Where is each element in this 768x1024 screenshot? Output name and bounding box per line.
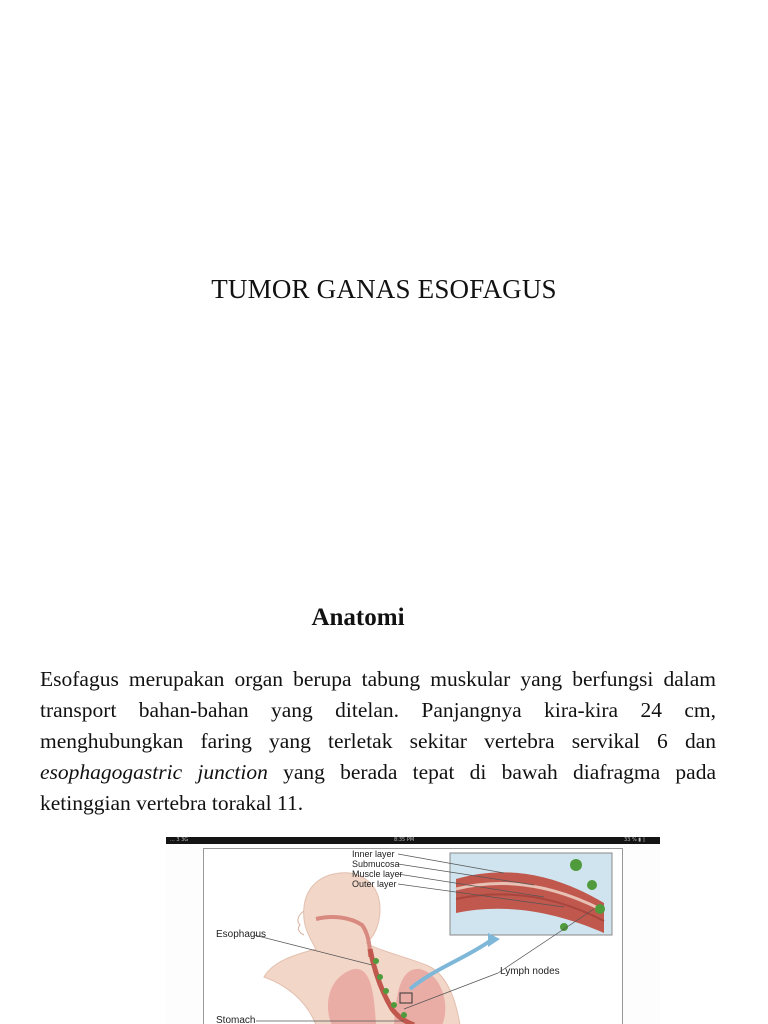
anatomy-drawing xyxy=(204,849,622,1024)
status-signal: ... 3 3G xyxy=(170,837,189,843)
paragraph-italic-term: esophagogastric junction xyxy=(40,760,268,784)
esophagus-illustration xyxy=(203,848,623,1024)
body-paragraph xyxy=(40,664,716,819)
label-stomach: Stomach xyxy=(216,1015,256,1024)
document-title: TUMOR GANAS ESOFAGUS xyxy=(211,274,557,304)
label-submucosa: Submucosa xyxy=(352,859,400,869)
status-time: 8:35 PM xyxy=(394,837,415,843)
label-lymph-nodes: Lymph nodes xyxy=(500,966,560,977)
phone-status-bar xyxy=(166,837,660,844)
section-heading: Anatomi xyxy=(311,604,405,631)
label-muscle-layer: Muscle layer xyxy=(352,869,403,879)
paragraph-text: Esofagus merupakan organ berupa tabung muskular yang berfungsi dalam transport bahan-bahan yang ditelan. Panjangnya kira-kira 24 cm, menghubungkan faring yang terletak sekitar vertebra servikal 6 dan xyxy=(40,667,716,753)
label-inner-layer: Inner layer xyxy=(352,849,395,859)
label-esophagus: Esophagus xyxy=(216,929,267,940)
anatomy-figure xyxy=(166,837,660,1024)
face-profile xyxy=(298,911,304,935)
paragraph-text-end: yang berada tepat di bawah diafragma pada ketinggian vertebra torakal 11. xyxy=(40,760,716,815)
status-battery: 33 % ▮ ▯ xyxy=(624,837,646,843)
label-outer-layer: Outer layer xyxy=(352,879,397,889)
